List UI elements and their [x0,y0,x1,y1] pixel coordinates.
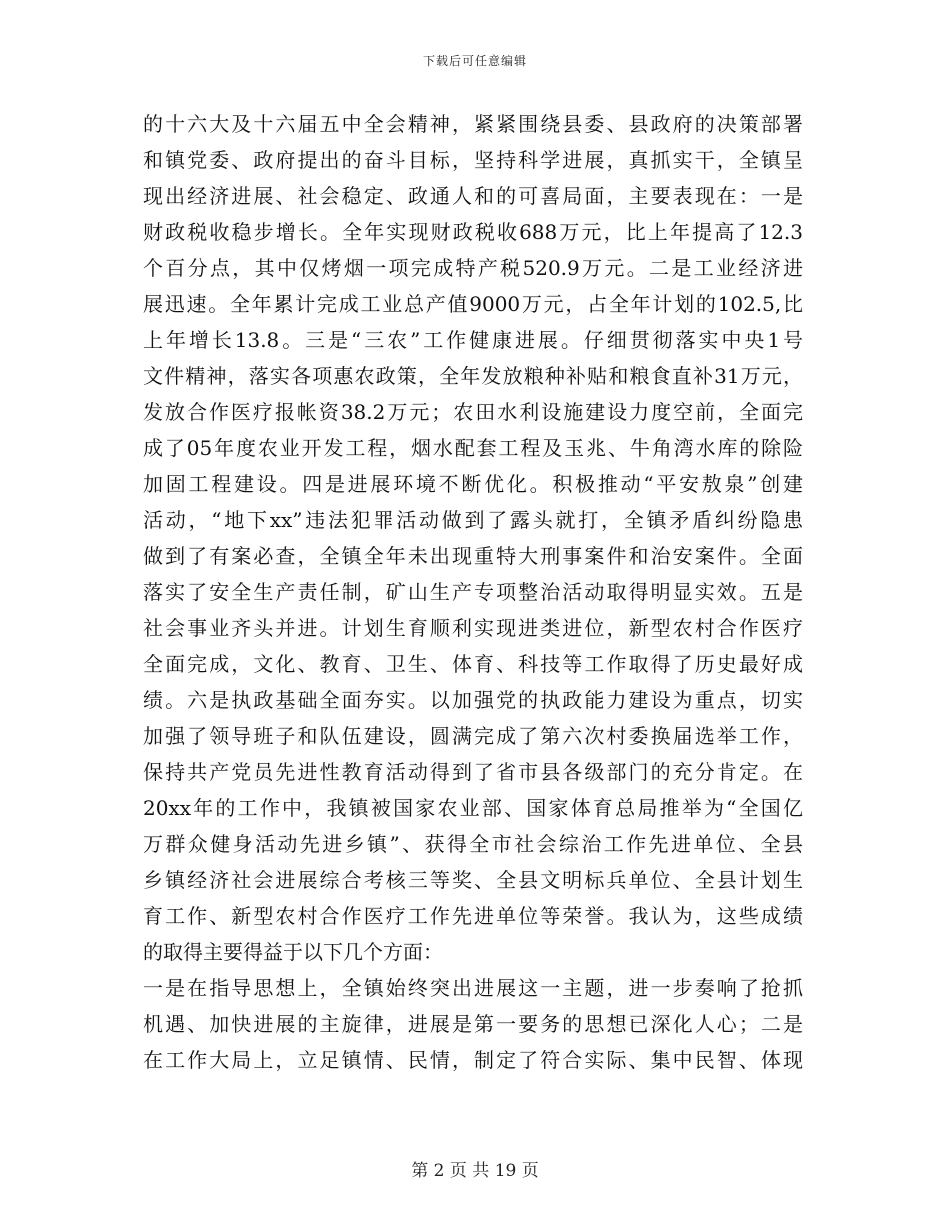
text-line: 全面完成，文化、教育、卫生、体育、科技等工作取得了历史最好成 [143,652,803,676]
text-line: 发放合作医疗报帐资38.2万元；农田水利设施建设力度空前，全面完 [143,400,803,424]
text-line: 和镇党委、政府提出的奋斗目标，坚持科学进展，真抓实干，全镇呈 [143,148,803,172]
text-line: 的取得主要得益于以下几个方面： [143,940,443,964]
text-line: 20xx年的工作中，我镇被国家农业部、国家体育总局推举为“全国亿 [143,796,803,820]
text-line: 活动，“地下xx”违法犯罪活动做到了露头就打，全镇矛盾纠纷隐患 [143,508,803,532]
text-line: 落实了安全生产责任制，矿山生产专项整治活动取得明显实效。五是 [143,580,803,604]
text-line: 上年增长13.8。三是“三农”工作健康进展。仔细贯彻落实中央1号 [143,328,803,352]
text-line: 个百分点，其中仅烤烟一项完成特产税520.9万元。二是工业经济进 [143,256,803,280]
text-line: 做到了有案必查，全镇全年未出现重特大刑事案件和治安案件。全面 [143,544,803,568]
text-line: 在工作大局上，立足镇情、民情，制定了符合实际、集中民智、体现 [143,1048,803,1072]
text-line: 财政税收稳步增长。全年实现财政税收688万元，比上年提高了12.3 [143,220,803,244]
text-line: 加固工程建设。四是进展环境不断优化。积极推动“平安敖泉”创建 [143,472,803,496]
text-line: 乡镇经济社会进展综合考核三等奖、全县文明标兵单位、全县计划生 [143,868,803,892]
text-line: 展迅速。全年累计完成工业总产值9000万元，占全年计划的102.5,比 [143,292,803,316]
text-line: 成了05年度农业开发工程，烟水配套工程及玉兆、牛角湾水库的除险 [143,436,803,460]
text-line: 现出经济进展、社会稳定、政通人和的可喜局面，主要表现在：一是 [143,184,803,208]
text-line: 加强了领导班子和队伍建设，圆满完成了第六次村委换届选举工作， [143,724,803,748]
text-line: 的十六大及十六届五中全会精神，紧紧围绕县委、县政府的决策部署 [143,112,803,136]
text-line: 机遇、加快进展的主旋律，进展是第一要务的思想已深化人心；二是 [143,1012,803,1036]
page-header: 下载后可任意编辑 [422,54,527,68]
text-line: 育工作、新型农村合作医疗工作先进单位等荣誉。我认为，这些成绩 [143,904,803,928]
text-line: 保持共产党员先进性教育活动得到了省市县各级部门的充分肯定。在 [143,760,803,784]
text-line: 万群众健身活动先进乡镇”、获得全市社会综治工作先进单位、全县 [143,832,803,856]
text-line: 一是在指导思想上，全镇始终突出进展这一主题，进一步奏响了抢抓 [143,976,803,1000]
document-body [143,106,803,1078]
page-number: 第 2 页 共 19 页 [411,1161,539,1181]
text-line: 文件精神，落实各项惠农政策，全年发放粮种补贴和粮食直补31万元， [143,364,803,388]
text-line: 社会事业齐头并进。计划生育顺利实现进类进位，新型农村合作医疗 [143,616,803,640]
text-line: 绩。六是执政基础全面夯实。以加强党的执政能力建设为重点，切实 [143,688,803,712]
